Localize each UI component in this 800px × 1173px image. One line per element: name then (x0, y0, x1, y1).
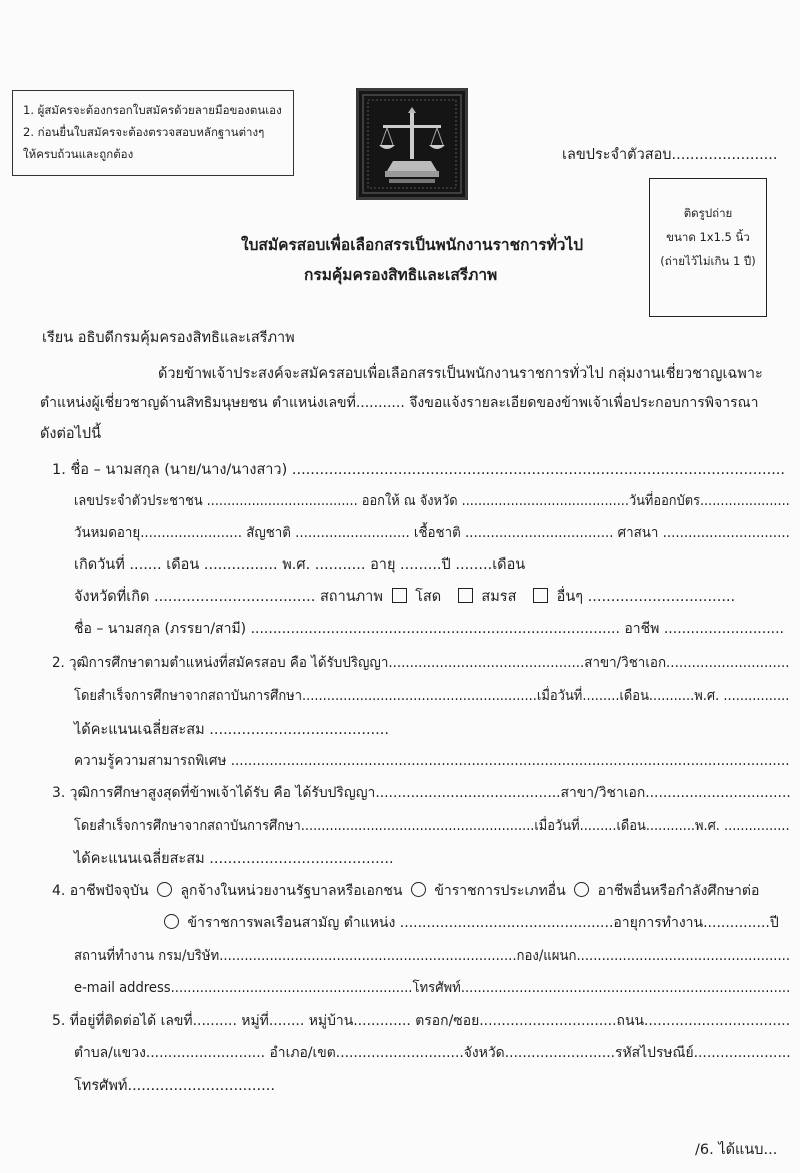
institution-field[interactable]: โดยสำเร็จการศึกษาจากสถาบันการศึกษา.........................................................เมื่อวันที่.........เดือน...........พ.ศ. ................ (74, 688, 790, 704)
department-name: กรมคุ้มครองสิทธิและเสรีภาพ (304, 266, 498, 284)
salutation: เรียน อธิบดีกรมคุ้มครองสิทธิและเสรีภาพ (42, 330, 295, 346)
photo-box-line-2: ขนาด 1x1.5 นิ้ว (666, 230, 750, 244)
instruction-notes-box (12, 90, 294, 176)
email-phone-field[interactable]: e-mail address..........................................................โทรศัพท์............................................................................... (74, 980, 791, 996)
contact-phone-field[interactable]: โทรศัพท์................................ (74, 1078, 275, 1094)
status-other-checkbox[interactable] (533, 588, 548, 603)
occupation-label: 4. อาชีพปัจจุบัน (52, 883, 149, 899)
status-single-label: โสด (415, 589, 442, 605)
form-title: ใบสมัครสอบเพื่อเลือกสรรเป็นพนักงานราชการทั่วไป (241, 236, 584, 254)
expiry-nationality-field[interactable]: วันหมดอายุ........................ สัญชาติ ........................... เชื้อชาติ ................................... ศาสนา .............................. (74, 525, 790, 541)
note-line-1: 1. ผู้สมัครจะต้องกรอกใบสมัครด้วยลายมือของตนเอง (23, 103, 282, 117)
photo-placeholder-box (649, 178, 767, 317)
occupation-employee-label: ลูกจ้างในหน่วยงานรัฐบาลหรือเอกชน (180, 883, 403, 899)
birth-province-status-row (74, 585, 735, 608)
special-skills-field[interactable]: ความรู้ความสามารถพิเศษ .................................................................................................................................. (74, 753, 790, 769)
civil-servant-row (160, 912, 779, 934)
occupation-other-civil-label: ข้าราชการประเภทอื่น (434, 883, 566, 899)
birth-province-field[interactable]: จังหวัดที่เกิด ................................... สถานภาพ (74, 589, 383, 605)
occupation-civil-servant-radio[interactable] (164, 914, 179, 929)
highest-institution-field[interactable]: โดยสำเร็จการศึกษาจากสถาบันการศึกษา.........................................................เมื่อวันที่.........เดือน............พ.ศ. ................ (74, 818, 790, 834)
workplace-field[interactable]: สถานที่ทำงาน กรม/บริษัท.......................................................................กอง/แผนก................................................... (74, 948, 791, 964)
occupation-row (52, 880, 759, 902)
name-field[interactable]: 1. ชื่อ – นามสกุล (นาย/นาง/นางสาว) ........................................................................................................... (52, 462, 786, 478)
note-line-2: 2. ก่อนยื่นใบสมัครจะต้องตรวจสอบหลักฐานต่างๆ (23, 125, 265, 139)
intro-line-3: ดังต่อไปนี้ (40, 426, 102, 442)
status-other-field[interactable]: อื่นๆ ................................ (556, 589, 736, 605)
spouse-field[interactable]: ชื่อ – นามสกุล (ภรรยา/สามี) ................................................................................... อาชีพ ........................... (74, 621, 785, 637)
status-married-label: สมรส (481, 589, 517, 605)
occupation-other-civil-radio[interactable] (411, 882, 426, 897)
degree-for-position-field[interactable]: 2. วุฒิการศึกษาตามตำแหน่งที่สมัครสอบ คือ ได้รับปริญญา..............................................สาขา/วิชาเอก............................. (52, 655, 790, 671)
scales-of-justice-icon (359, 91, 465, 197)
district-province-field[interactable]: ตำบล/แขวง........................... อำเภอ/เขต.............................จังหวัด.........................รหัสไปรษณีย์...................... (74, 1045, 791, 1061)
photo-box-line-1: ติดรูปถ่าย (683, 206, 733, 220)
intro-line-2: ตำแหน่งผู้เชี่ยวชาญด้านสิทธิมนุษยชน ตำแหน่งเลขที่........... จึงขอแจ้งรายละเอียดของข้าพเจ้าเพื่อประกอบการพิจารณา (40, 395, 759, 411)
occupation-employee-radio[interactable] (157, 882, 172, 897)
highest-degree-field[interactable]: 3. วุฒิการศึกษาสูงสุดที่ข้าพเจ้าได้รับ คือ ได้รับปริญญา..........................................สาขา/วิชาเอก................................. (52, 785, 791, 801)
address-field[interactable]: 5. ที่อยู่ที่ติดต่อได้ เลขที่.......... หมู่ที่........ หมู่บ้าน............. ตรอก/ซอย...............................ถนน................................. (52, 1013, 791, 1029)
occupation-other-label: อาชีพอื่นหรือกำลังศึกษาต่อ (597, 883, 760, 899)
id-card-field[interactable]: เลขประจำตัวประชาชน ..................................... ออกให้ ณ จังหวัด .........................................วันที่ออกบัตร...................... (74, 493, 790, 509)
gpa-field[interactable]: ได้คะแนนเฉลี่ยสะสม ....................................... (74, 722, 389, 738)
status-married-checkbox[interactable] (458, 588, 473, 603)
continued-note: /6. ได้แนบ... (695, 1142, 778, 1158)
department-emblem (356, 88, 468, 200)
status-single-checkbox[interactable] (392, 588, 407, 603)
occupation-other-radio[interactable] (574, 882, 589, 897)
highest-gpa-field[interactable]: ได้คะแนนเฉลี่ยสะสม ........................................ (74, 851, 394, 867)
note-line-3: ให้ครบถ้วนและถูกต้อง (23, 147, 134, 161)
birth-date-field[interactable]: เกิดวันที่ ....... เดือน ................ พ.ศ. ........... อายุ .........ปี ........เดือน (74, 557, 526, 573)
intro-line-1: ด้วยข้าพเจ้าประสงค์จะสมัครสอบเพื่อเลือกสรรเป็นพนักงานราชการทั่วไป กลุ่มงานเชี่ยวชาญเฉพาะ (158, 366, 763, 382)
photo-box-line-3: (ถ่ายไว้ไม่เกิน 1 ปี) (660, 254, 756, 268)
civil-servant-position-field[interactable]: ข้าราชการพลเรือนสามัญ ตำแหน่ง ................................................อายุการทำงาน...............ปี (187, 915, 779, 931)
exam-id-field[interactable]: เลขประจำตัวสอบ....................... (562, 147, 778, 163)
